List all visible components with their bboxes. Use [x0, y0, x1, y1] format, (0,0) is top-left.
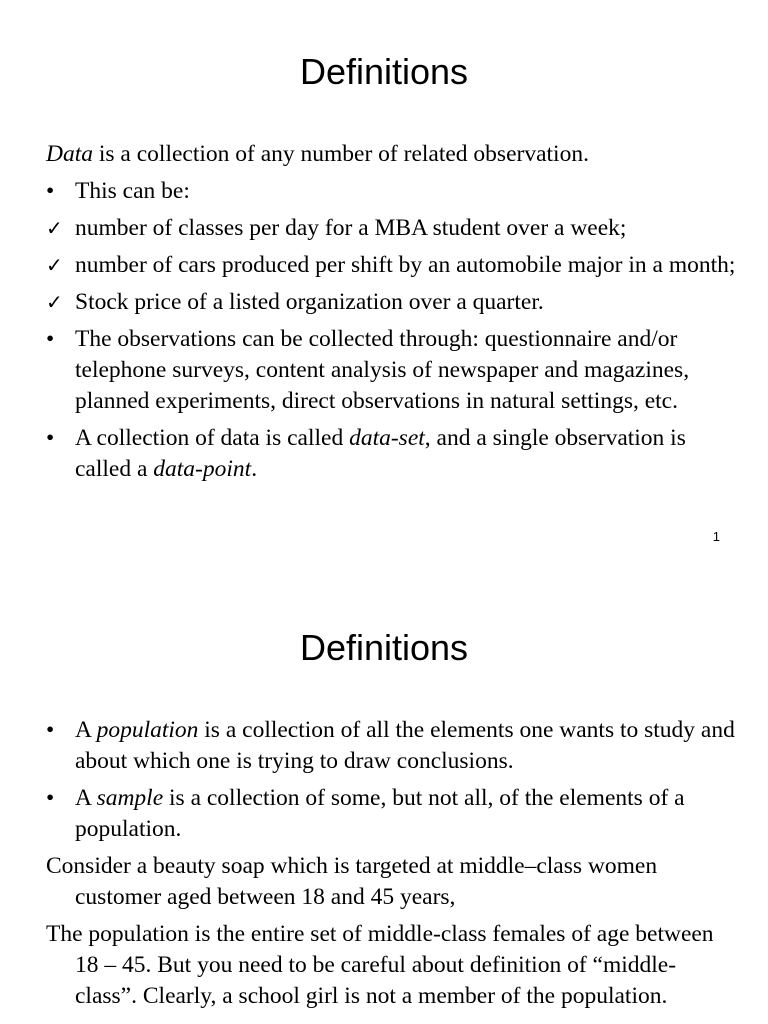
- slide-body: [46, 715, 736, 1018]
- data-term: Data: [46, 141, 93, 167]
- bullet-item: [46, 715, 736, 777]
- sample-term: sample: [96, 785, 164, 811]
- bullet-item: [46, 783, 736, 845]
- bullet-item: [46, 324, 736, 417]
- bullet-marker: •: [46, 785, 55, 811]
- bullet-marker: •: [46, 425, 55, 451]
- check-item: [46, 213, 736, 244]
- bullet-marker: •: [46, 326, 55, 352]
- text-run: , and a single observation is called a: [75, 425, 686, 482]
- bullet-marker: •: [46, 717, 55, 743]
- slide-title: Definitions: [299, 627, 469, 668]
- checkmark-icon: ✓: [46, 216, 63, 240]
- bullet-text: This can be:: [75, 178, 190, 204]
- check-text: Stock price of a listed organization over a quarter.: [75, 289, 544, 315]
- bullet-text: [75, 717, 735, 774]
- page-number: 1: [712, 529, 720, 544]
- data-definition-text: is a collection of any number of related observation.: [93, 141, 589, 167]
- check-text: number of cars produced per shift by an automobile major in a month;: [75, 252, 736, 278]
- bullet-item: [46, 176, 736, 207]
- text-run: is a collection of some, but not all, of the elements of a population.: [75, 785, 685, 842]
- text-run: A: [75, 717, 97, 743]
- checkmark-icon: ✓: [46, 290, 63, 314]
- checkmark-icon: ✓: [46, 253, 63, 277]
- data-definition: [46, 139, 736, 170]
- check-item: [46, 250, 736, 281]
- slide-title: Definitions: [299, 51, 469, 92]
- bullet-item: [46, 423, 736, 485]
- data-set-term: data-set: [349, 425, 425, 451]
- slide-body: [46, 139, 736, 491]
- text-run: A collection of data is called: [75, 425, 350, 451]
- population-paragraph: The population is the entire set of middle-class females of age between 18 – 45. But you need to be careful about definition of “middle-class”. Clearly, a school girl is not a member of the population.: [46, 921, 714, 1009]
- text-run: .: [251, 456, 258, 482]
- population-term: population: [96, 717, 199, 743]
- consider-paragraph: Consider a beauty soap which is targeted at middle–class women customer aged between 18 and 45 years,: [46, 853, 658, 910]
- bullet-text: [75, 425, 686, 482]
- bullet-text: [75, 785, 685, 842]
- text-run: is a collection of all the elements one wants to study and about which one is trying to draw conclusions.: [75, 717, 735, 774]
- bullet-marker: •: [46, 178, 55, 204]
- slide-2: [0, 576, 768, 1024]
- text-run: A: [75, 785, 97, 811]
- check-text: number of classes per day for a MBA student over a week;: [75, 215, 627, 241]
- bullet-text: The observations can be collected through: questionnaire and/or telephone surveys, content analysis of newspaper and magazines, planned experiments, direct observations in natural settings, etc.: [75, 326, 690, 414]
- data-point-term: data-point: [153, 456, 252, 482]
- check-item: [46, 287, 736, 318]
